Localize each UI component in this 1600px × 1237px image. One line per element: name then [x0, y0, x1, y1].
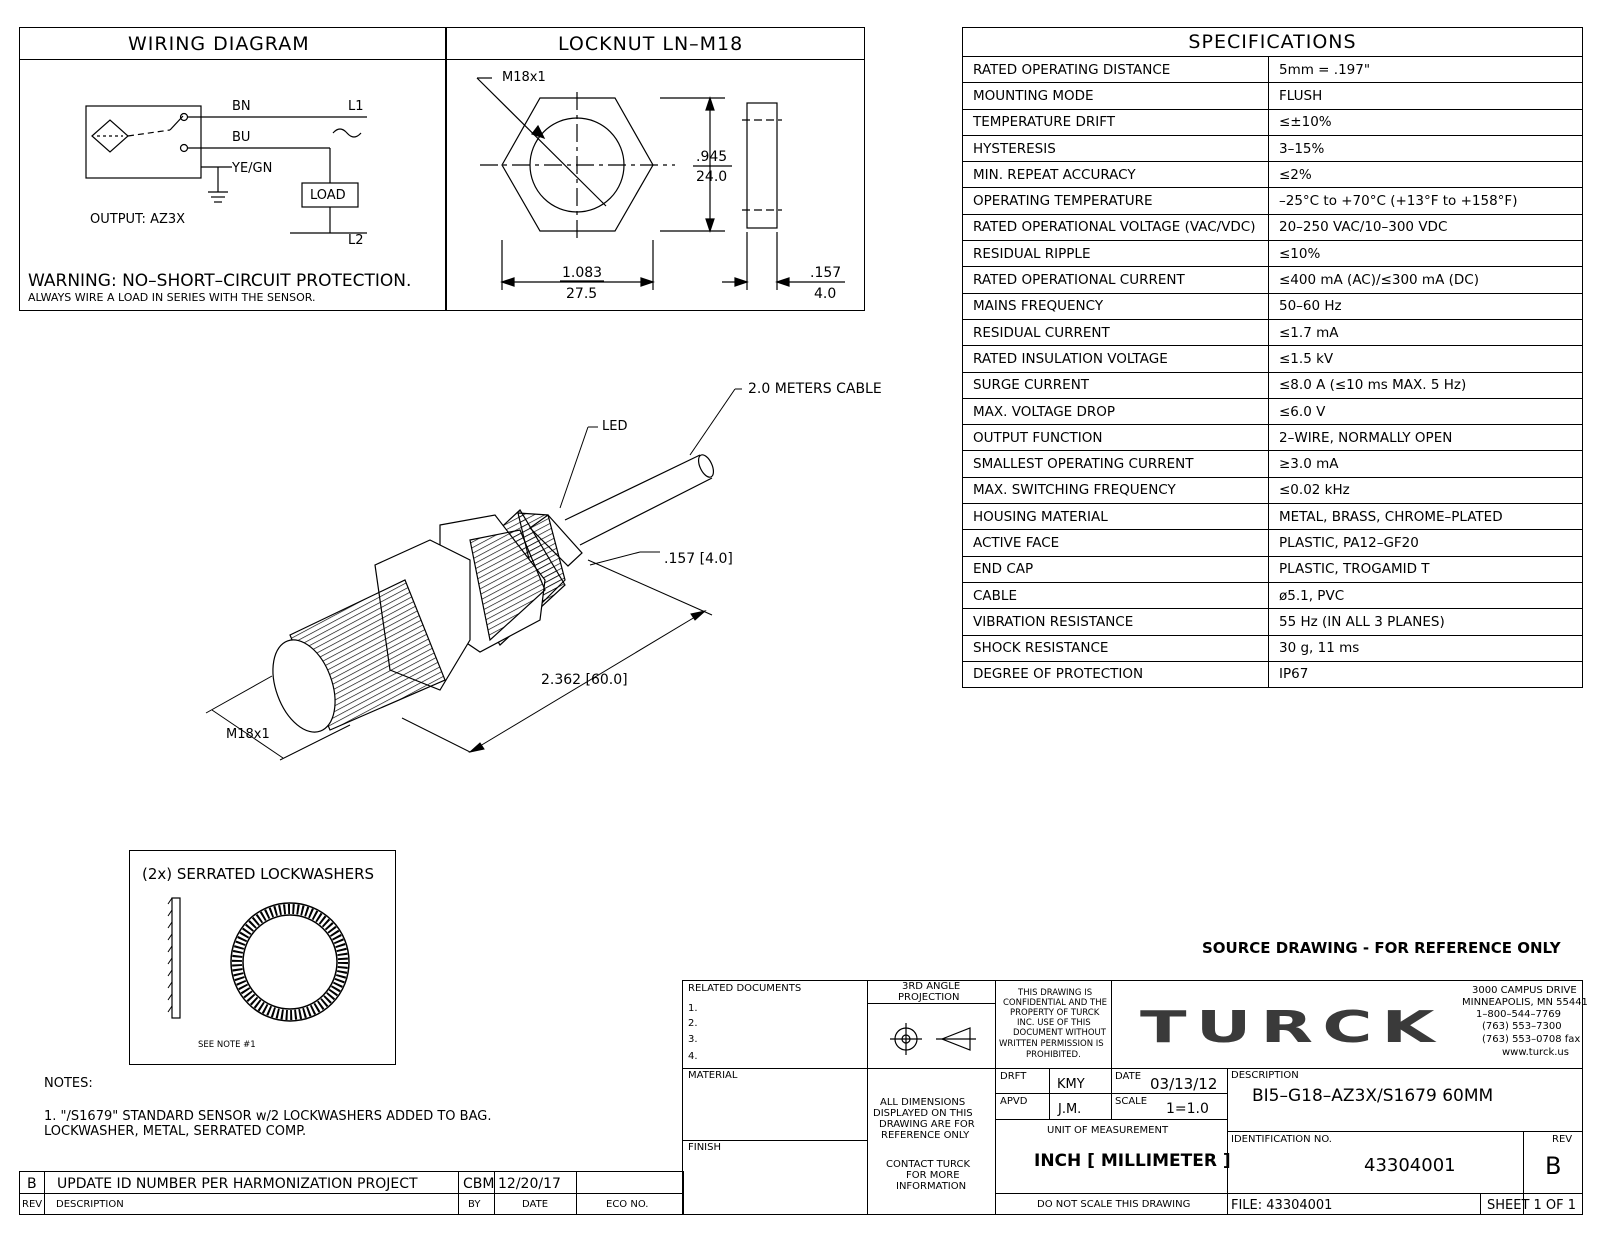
spec-key: RATED OPERATIONAL VOLTAGE (VAC/VDC) [963, 214, 1269, 240]
spec-key: RATED INSULATION VOLTAGE [963, 346, 1269, 372]
spec-key: SURGE CURRENT [963, 372, 1269, 398]
drafter-label: DRFT [1000, 1071, 1027, 1082]
spec-key: SHOCK RESISTANCE [963, 635, 1269, 661]
spec-value: 50–60 Hz [1269, 293, 1583, 319]
warning-subtext: ALWAYS WIRE A LOAD IN SERIES WITH THE SENSOR. [28, 291, 316, 304]
identification-label: IDENTIFICATION NO. [1231, 1134, 1332, 1145]
spec-value: 20–250 VAC/10–300 VDC [1269, 214, 1583, 240]
lockwashers-title: (2x) SERRATED LOCKWASHERS [142, 865, 375, 883]
dims-note-2: DISPLAYED ON THIS [873, 1108, 973, 1119]
address-line-4: (763) 553–7300 [1482, 1021, 1562, 1032]
spec-value: 30 g, 11 ms [1269, 635, 1583, 661]
spec-key: HYSTERESIS [963, 135, 1269, 161]
dims-note-1: ALL DIMENSIONS [880, 1097, 966, 1108]
file-name: FILE: 43304001 [1231, 1198, 1333, 1213]
rev-value: B [1545, 1152, 1562, 1180]
spec-key: DEGREE OF PROTECTION [963, 661, 1269, 687]
drafter-value: KMY [1057, 1077, 1085, 1092]
spec-key: RESIDUAL CURRENT [963, 319, 1269, 345]
note-line-1: 1. "/S1679" STANDARD SENSOR w/2 LOCKWASHERS ADDED TO BAG. [44, 1109, 492, 1124]
spec-key: END CAP [963, 556, 1269, 582]
locknut-title: LOCKNUT LN–M18 [558, 33, 744, 55]
warning-text: WARNING: NO–SHORT–CIRCUIT PROTECTION. [28, 271, 412, 291]
wire-l1-label: L1 [348, 99, 364, 114]
spec-value: ø5.1, PVC [1269, 582, 1583, 608]
spec-key: ACTIVE FACE [963, 530, 1269, 556]
address-line-3: 1–800–544–7769 [1476, 1009, 1561, 1020]
contact-note-3: INFORMATION [896, 1181, 967, 1192]
sheet-number: SHEET 1 OF 1 [1487, 1198, 1577, 1213]
spec-value: ≤400 mA (AC)/≤300 mA (DC) [1269, 267, 1583, 293]
wire-bu-label: BU [232, 130, 251, 145]
spec-value: ≤8.0 A (≤10 ms MAX. 5 Hz) [1269, 372, 1583, 398]
locknut-thick-mm: 4.0 [814, 286, 837, 302]
confidential-5: DOCUMENT WITHOUT [1013, 1028, 1106, 1038]
related-doc-4: 4. [688, 1051, 698, 1062]
spec-value: FLUSH [1269, 83, 1583, 109]
identification-number: 43304001 [1364, 1155, 1456, 1176]
spec-value: PLASTIC, TROGAMID T [1269, 556, 1583, 582]
source-drawing-note: SOURCE DRAWING - FOR REFERENCE ONLY [1202, 939, 1561, 957]
approver-label: APVD [1000, 1096, 1028, 1107]
spec-value: ≤±10% [1269, 109, 1583, 135]
wire-l2-label: L2 [348, 233, 364, 248]
spec-value: ≤2% [1269, 162, 1583, 188]
address-line-5: (763) 553–0708 fax [1482, 1034, 1581, 1045]
confidential-3: PROPERTY OF TURCK [1010, 1008, 1100, 1018]
spec-value: ≤0.02 kHz [1269, 477, 1583, 503]
spec-key: MAX. VOLTAGE DROP [963, 398, 1269, 424]
spec-value: –25°C to +70°C (+13°F to +158°F) [1269, 188, 1583, 214]
scale-value: 1=1.0 [1166, 1101, 1209, 1117]
spec-value: 55 Hz (IN ALL 3 PLANES) [1269, 609, 1583, 635]
date-label: DATE [1115, 1071, 1142, 1082]
spec-key: MOUNTING MODE [963, 83, 1269, 109]
revision-date: 12/20/17 [498, 1176, 561, 1192]
specifications-title: SPECIFICATIONS [963, 28, 1583, 57]
related-doc-3: 3. [688, 1034, 698, 1045]
confidential-1: THIS DRAWING IS [1018, 988, 1093, 998]
locknut-height-in: .945 [696, 149, 728, 165]
locknut-thick-in: .157 [810, 265, 842, 281]
dims-note-3: DRAWING ARE FOR [879, 1119, 975, 1130]
spec-value: IP67 [1269, 661, 1583, 687]
part-description: BI5–G18–AZ3X/S1679 60MM [1252, 1086, 1494, 1106]
spec-key: MAINS FREQUENCY [963, 293, 1269, 319]
spec-key: VIBRATION RESISTANCE [963, 609, 1269, 635]
contact-note-1: CONTACT TURCK [886, 1159, 971, 1170]
material-label: MATERIAL [688, 1070, 738, 1081]
locknut-height-mm: 24.0 [696, 169, 728, 185]
spec-value: ≥3.0 mA [1269, 451, 1583, 477]
wire-bn-label: BN [232, 99, 251, 114]
revision-header-eco: ECO NO. [606, 1199, 649, 1210]
spec-key: TEMPERATURE DRIFT [963, 109, 1269, 135]
spec-value: ≤1.7 mA [1269, 319, 1583, 345]
load-label: LOAD [310, 188, 346, 203]
wire-yegn-label: YE/GN [232, 161, 273, 176]
revision-rev: B [27, 1176, 37, 1192]
cable-length-label: 2.0 METERS CABLE [748, 381, 882, 397]
revision-header-date: DATE [522, 1199, 549, 1210]
description-label: DESCRIPTION [1231, 1070, 1299, 1081]
spec-key: OPERATING TEMPERATURE [963, 188, 1269, 214]
spec-value: 2–WIRE, NORMALLY OPEN [1269, 425, 1583, 451]
note-line-2: LOCKWASHER, METAL, SERRATED COMP. [44, 1124, 307, 1139]
locknut-width-mm: 27.5 [566, 286, 598, 302]
spec-key: SMALLEST OPERATING CURRENT [963, 451, 1269, 477]
wiring-diagram-title: WIRING DIAGRAM [128, 33, 310, 55]
locknut-width-in: 1.083 [562, 265, 603, 281]
address-line-6: www.turck.us [1502, 1047, 1569, 1058]
rev-label: REV [1552, 1134, 1573, 1145]
revision-description: UPDATE ID NUMBER PER HARMONIZATION PROJECT [57, 1176, 418, 1192]
turck-logo: TURCK [1140, 1002, 1444, 1053]
scale-label: SCALE [1115, 1096, 1148, 1107]
revision-header-rev: REV [22, 1199, 43, 1210]
related-doc-2: 2. [688, 1018, 698, 1029]
spec-value: 5mm = .197" [1269, 57, 1583, 83]
spec-value: ≤1.5 kV [1269, 346, 1583, 372]
confidential-7: PROHIBITED. [1026, 1050, 1081, 1060]
contact-note-2: FOR MORE [906, 1170, 960, 1181]
spec-key: RESIDUAL RIPPLE [963, 241, 1269, 267]
notes-heading: NOTES: [44, 1076, 93, 1091]
revision-header-by: BY [468, 1199, 481, 1210]
spec-value: ≤10% [1269, 241, 1583, 267]
spec-value: METAL, BRASS, CHROME–PLATED [1269, 504, 1583, 530]
lockwasher-note: SEE NOTE #1 [198, 1040, 256, 1050]
approver-value: J.M. [1058, 1102, 1082, 1117]
address-line-1: 3000 CAMPUS DRIVE [1472, 985, 1577, 996]
revision-header-description: DESCRIPTION [56, 1199, 124, 1210]
sensor-thread-label: M18x1 [226, 727, 270, 742]
output-label: OUTPUT: AZ3X [90, 212, 186, 227]
projection-label-1: 3RD ANGLE [902, 981, 961, 992]
spec-value: PLASTIC, PA12–GF20 [1269, 530, 1583, 556]
date-value: 03/13/12 [1150, 1075, 1218, 1093]
endcap-dimension: .157 [4.0] [664, 551, 733, 567]
address-line-2: MINNEAPOLIS, MN 55441 [1462, 997, 1588, 1008]
projection-label-2: PROJECTION [898, 992, 960, 1003]
spec-key: HOUSING MATERIAL [963, 504, 1269, 530]
spec-value: 3–15% [1269, 135, 1583, 161]
spec-key: RATED OPERATING DISTANCE [963, 57, 1269, 83]
finish-label: FINISH [688, 1142, 721, 1153]
unit-value: INCH [ MILLIMETER ] [1034, 1151, 1231, 1171]
spec-key: CABLE [963, 582, 1269, 608]
length-dimension: 2.362 [60.0] [541, 672, 628, 688]
spec-key: OUTPUT FUNCTION [963, 425, 1269, 451]
confidential-6: WRITTEN PERMISSION IS [999, 1039, 1104, 1049]
confidential-4: INC. USE OF THIS [1017, 1018, 1091, 1028]
spec-value: ≤6.0 V [1269, 398, 1583, 424]
spec-key: MAX. SWITCHING FREQUENCY [963, 477, 1269, 503]
dims-note-4: REFERENCE ONLY [881, 1130, 970, 1141]
spec-key: MIN. REPEAT ACCURACY [963, 162, 1269, 188]
do-not-scale-note: DO NOT SCALE THIS DRAWING [1037, 1199, 1191, 1210]
spec-key: RATED OPERATIONAL CURRENT [963, 267, 1269, 293]
related-doc-1: 1. [688, 1003, 698, 1014]
unit-label: UNIT OF MEASUREMENT [1047, 1125, 1169, 1136]
led-label: LED [602, 419, 628, 434]
related-documents-label: RELATED DOCUMENTS [688, 983, 802, 994]
revision-by: CBM [463, 1176, 495, 1192]
confidential-2: CONFIDENTIAL AND THE [1003, 998, 1107, 1008]
locknut-thread-label: M18x1 [502, 70, 546, 85]
